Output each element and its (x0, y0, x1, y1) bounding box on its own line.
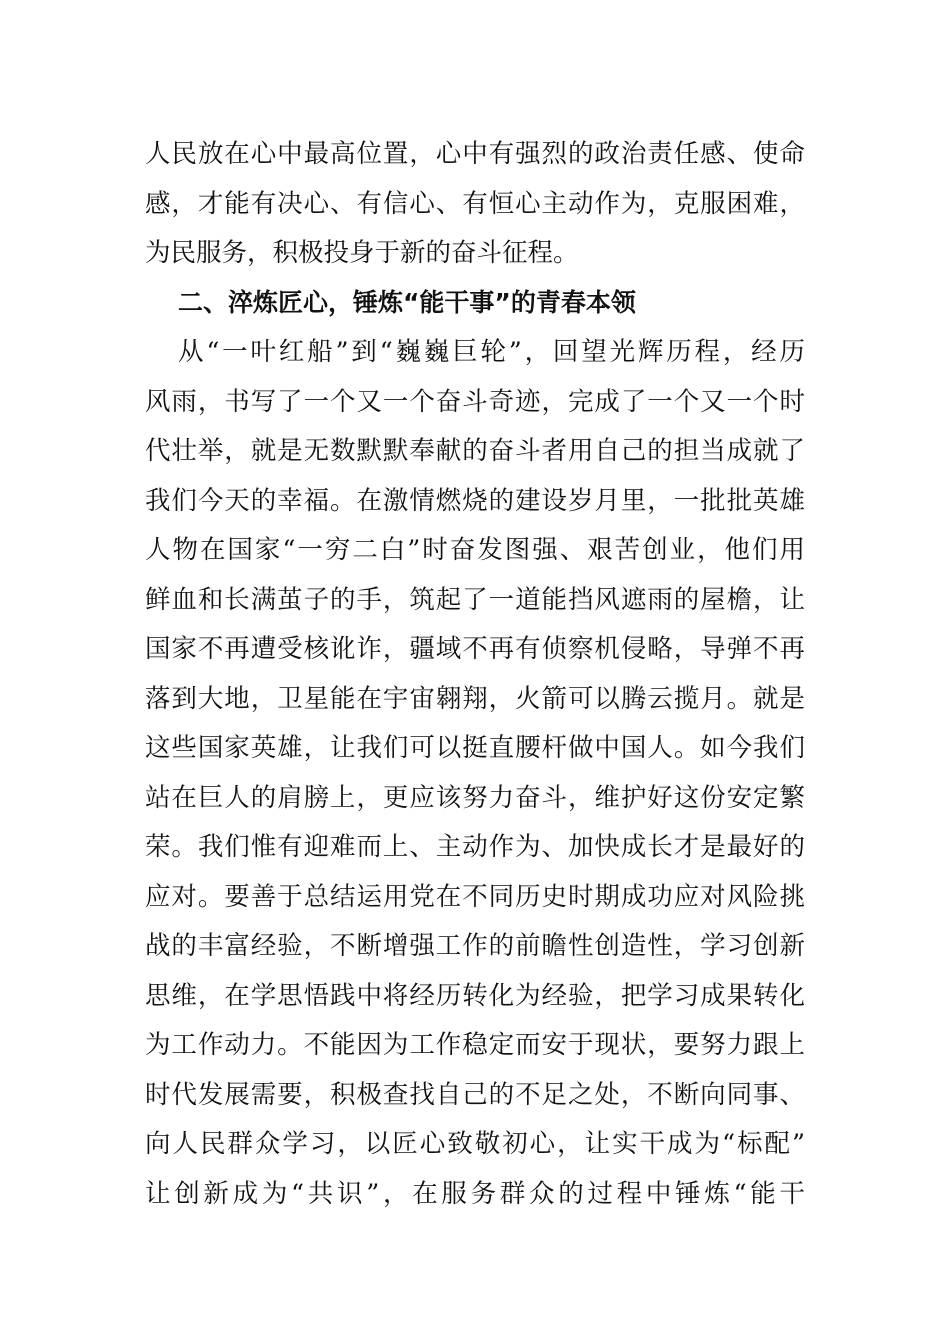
paragraph-line: 人民放在心中最高位置，心中有强烈的政治责任感、使命 (145, 139, 805, 169)
paragraph-line: 代壮举，就是无数默默奉献的奋斗者用自己的担当成就了 (145, 436, 805, 466)
paragraph-line: 我们今天的幸福。在激情燃烧的建设岁月里，一批批英雄 (145, 486, 805, 516)
paragraph-line: 风雨，书写了一个又一个奋斗奇迹，完成了一个又一个时 (145, 387, 805, 417)
paragraph-line: 让创新成为“共识”，在服务群众的过程中锤炼“能干 (145, 1179, 805, 1209)
paragraph-line: 为民服务，积极投身于新的奋斗征程。 (145, 238, 579, 268)
paragraph-line: 战的丰富经验，不断增强工作的前瞻性创造性，学习创新 (145, 931, 805, 961)
section-heading: 二、淬炼匠心，锤炼“能干事”的青春本领 (178, 288, 636, 317)
paragraph-line: 从“一叶红船”到“巍巍巨轮”，回望光辉历程，经历 (178, 337, 805, 367)
paragraph-line: 鲜血和长满茧子的手，筑起了一道能挡风遮雨的屋檐，让 (145, 585, 805, 615)
paragraph-line: 站在巨人的肩膀上，更应该努力奋斗，维护好这份安定繁 (145, 783, 805, 813)
paragraph-line: 应对。要善于总结运用党在不同历史时期成功应对风险挑 (145, 882, 805, 912)
paragraph-line: 人物在国家“一穷二白”时奋发图强、艰苦创业，他们用 (145, 535, 805, 565)
paragraph-line: 时代发展需要，积极查找自己的不足之处，不断向同事、 (145, 1080, 805, 1110)
paragraph-line: 向人民群众学习，以匠心致敬初心，让实干成为“标配” (145, 1129, 805, 1159)
paragraph-line: 落到大地，卫星能在宇宙翱翔，火箭可以腾云揽月。就是 (145, 684, 805, 714)
paragraph-line: 这些国家英雄，让我们可以挺直腰杆做中国人。如今我们 (145, 733, 805, 763)
paragraph-line: 思维，在学思悟践中将经历转化为经验，把学习成果转化 (145, 981, 805, 1011)
paragraph-line: 国家不再遭受核讹诈，疆域不再有侦察机侵略，导弹不再 (145, 634, 805, 664)
paragraph-line: 荣。我们惟有迎难而上、主动作为、加快成长才是最好的 (145, 832, 805, 862)
paragraph-line: 感，才能有决心、有信心、有恒心主动作为，克服困难， (145, 189, 805, 219)
paragraph-line: 为工作动力。不能因为工作稳定而安于现状，要努力跟上 (145, 1030, 805, 1060)
